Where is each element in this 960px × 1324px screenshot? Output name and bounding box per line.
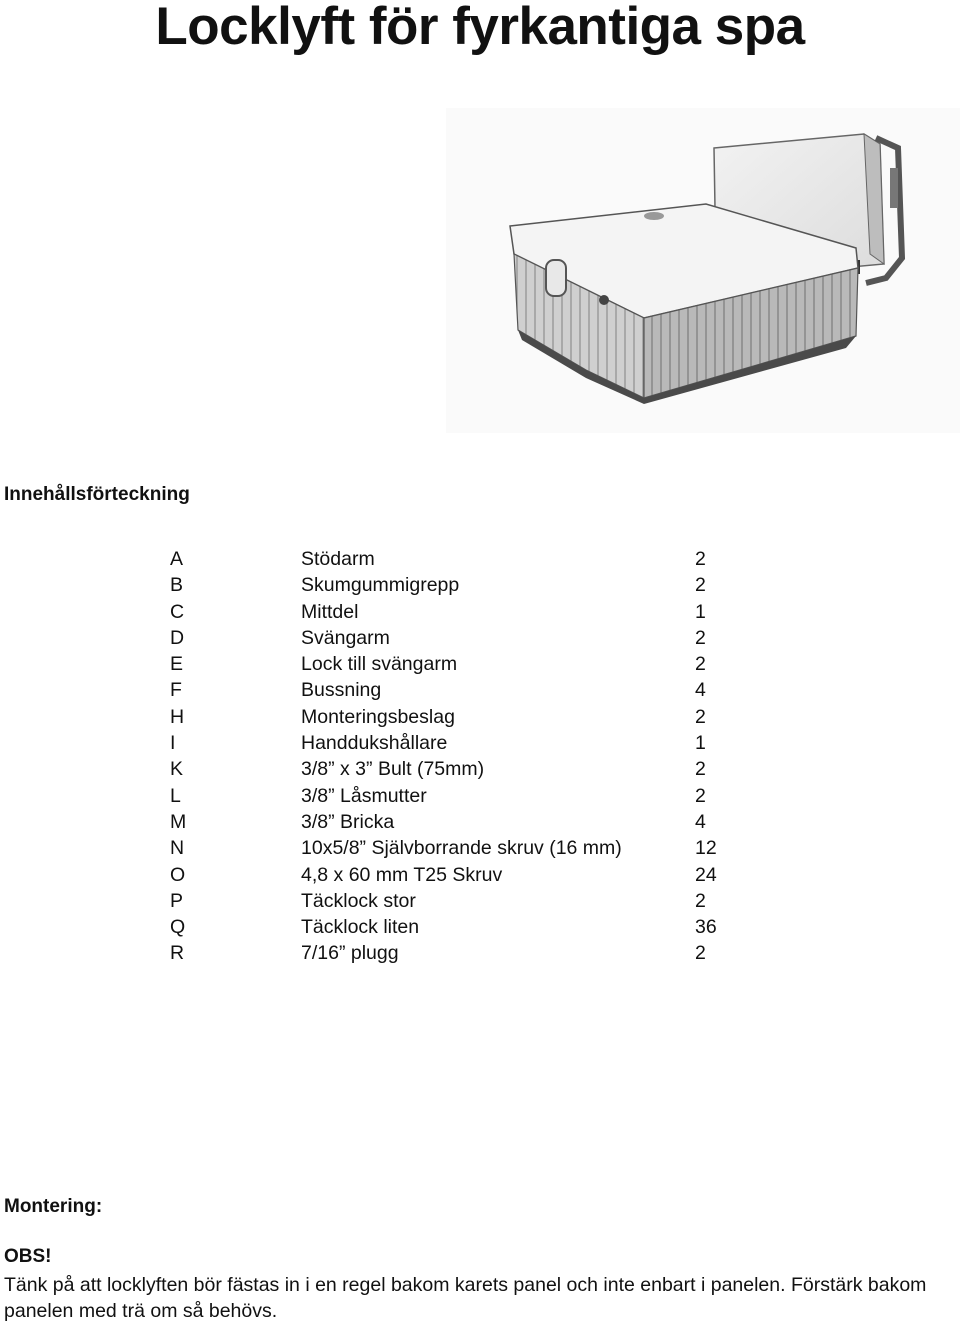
part-quantity: 24 (695, 863, 717, 886)
part-name: 4,8 x 60 mm T25 Skruv (301, 863, 503, 886)
part-letter: L (170, 784, 181, 807)
part-quantity: 2 (695, 574, 706, 597)
part-letter: B (170, 574, 184, 597)
part-letter: Q (170, 916, 186, 939)
part-name: 3/8” Låsmutter (301, 784, 427, 807)
part-letter: D (170, 626, 185, 649)
part-quantity: 4 (695, 679, 706, 702)
part-name: Handdukshållare (301, 732, 448, 755)
table-row (170, 572, 735, 598)
parts-table-body (170, 546, 735, 967)
table-row (170, 756, 735, 782)
part-letter: M (170, 810, 187, 833)
part-quantity: 2 (695, 653, 706, 676)
part-name: Lock till svängarm (301, 653, 458, 676)
part-quantity: 2 (695, 889, 706, 912)
part-quantity: 2 (695, 626, 706, 649)
part-name: 10x5/8” Självborrande skruv (16 mm) (301, 837, 622, 860)
table-row (170, 940, 735, 966)
part-quantity: 4 (695, 810, 706, 833)
part-letter: E (170, 653, 184, 676)
part-name: Monteringsbeslag (301, 705, 455, 728)
page-title: Locklyft för fyrkantiga spa (155, 0, 805, 56)
part-quantity: 36 (695, 916, 717, 939)
spa-with-cover-lift-icon (446, 108, 960, 433)
part-letter: O (170, 863, 186, 886)
mounting-heading: Montering: (4, 1196, 103, 1217)
part-quantity: 2 (695, 942, 706, 965)
part-name: Skumgummigrepp (301, 574, 460, 597)
table-row (170, 599, 735, 625)
part-quantity: 1 (695, 600, 706, 623)
table-row (170, 677, 735, 703)
part-quantity: 12 (695, 837, 717, 860)
part-quantity: 1 (695, 732, 706, 755)
part-quantity: 2 (695, 705, 706, 728)
obs-label: OBS! (4, 1246, 52, 1267)
part-letter: R (170, 942, 185, 965)
table-row (170, 914, 735, 940)
part-name: 3/8” x 3” Bult (75mm) (301, 758, 485, 781)
part-letter: F (170, 679, 182, 702)
table-row (170, 783, 735, 809)
part-letter: N (170, 837, 185, 860)
part-letter: C (170, 600, 185, 623)
part-letter: A (170, 548, 184, 570)
table-row (170, 704, 735, 730)
table-row (170, 862, 735, 888)
part-name: Bussning (301, 679, 382, 702)
part-letter: P (170, 889, 184, 912)
table-row (170, 625, 735, 651)
part-name: Stödarm (301, 548, 375, 570)
part-name: Täcklock liten (301, 916, 420, 939)
spa-photo (446, 108, 960, 433)
part-name: Täcklock stor (301, 889, 416, 912)
part-quantity: 2 (695, 548, 706, 570)
part-name: Mittdel (301, 600, 359, 623)
part-name: Svängarm (301, 626, 390, 649)
part-name: 7/16” plugg (301, 942, 399, 965)
part-letter: K (170, 758, 184, 781)
parts-list (170, 546, 735, 967)
part-name: 3/8” Bricka (301, 810, 395, 833)
part-quantity: 2 (695, 784, 706, 807)
parts-table (170, 546, 735, 967)
mounting-note: Tänk på att locklyften bör fästas in i en regel bakom karets panel och inte enbart i panelen. Förstärk bakom panelen med trä om så behövs. (4, 1274, 927, 1322)
part-letter: I (170, 732, 176, 755)
table-row (170, 835, 735, 861)
part-letter: H (170, 705, 185, 728)
part-quantity: 2 (695, 758, 706, 781)
table-row (170, 730, 735, 756)
contents-heading: Innehållsförteckning (4, 484, 190, 505)
table-row (170, 809, 735, 835)
table-row (170, 888, 735, 914)
table-row (170, 651, 735, 677)
table-row (170, 546, 735, 572)
